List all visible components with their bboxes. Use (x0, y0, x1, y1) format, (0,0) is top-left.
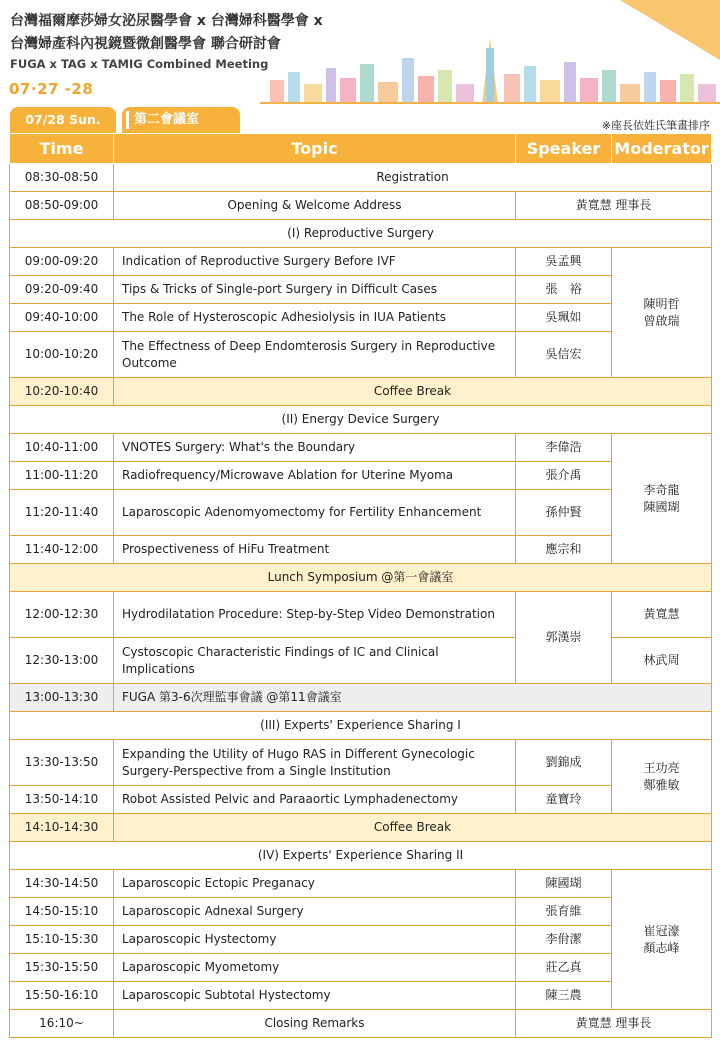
speaker-cell: 張 裕 (516, 276, 612, 304)
moderator-cell (612, 870, 712, 1010)
topic-cell: The Effectness of Deep Endomterosis Surgery in Reproductive Outcome (114, 332, 516, 378)
moderator-cell: 林武周 (612, 638, 712, 684)
moderator-name: 鄭雅敏 (643, 777, 680, 792)
time-cell: 10:40-11:00 (10, 434, 114, 462)
topic-cell: Coffee Break (114, 814, 712, 842)
moderator-name: 李奇龍 (643, 482, 680, 497)
meeting-row (10, 684, 712, 712)
topic-cell: The Role of Hysteroscopic Adhesiolysis in IUA Patients (114, 304, 516, 332)
time-cell: 12:00-12:30 (10, 592, 114, 638)
day-bar (0, 107, 720, 133)
moderator-name: 曾啟瑞 (643, 313, 680, 328)
time-cell: 11:20-11:40 (10, 490, 114, 536)
topic-cell: Opening & Welcome Address (114, 192, 516, 220)
topic-cell: Laparoscopic Subtotal Hystectomy (114, 982, 516, 1010)
speaker-cell: 劉錦成 (516, 740, 612, 786)
topic-cell: Cystoscopic Characteristic Findings of IC and Clinical Implications (114, 638, 516, 684)
speaker-cell: 黃寬慧 理事長 (516, 192, 712, 220)
col-speaker: Speaker (516, 134, 612, 164)
speaker-cell: 黃寬慧 理事長 (516, 1010, 712, 1038)
topic-cell: Laparoscopic Myometomy (114, 954, 516, 982)
time-cell: 15:50-16:10 (10, 982, 114, 1010)
page-header (0, 0, 720, 108)
meeting-dates: 07·27 -28 (9, 80, 94, 98)
table-row (10, 740, 712, 786)
speaker-cell: 李佾潔 (516, 926, 612, 954)
col-moderator: Moderator (612, 134, 712, 164)
speaker-cell: 郭漢崇 (516, 592, 612, 684)
topic-cell: Indication of Reproductive Surgery Before IVF (114, 248, 516, 276)
title-line-1: 台灣福爾摩莎婦女泌尿醫學會 x 台灣婦科醫學會 x (10, 13, 323, 29)
speaker-cell: 莊乙真 (516, 954, 612, 982)
section-title: (II) Energy Device Surgery (10, 406, 712, 434)
time-cell: 14:50-15:10 (10, 898, 114, 926)
topic-cell: Coffee Break (114, 378, 712, 406)
moderator-cell (612, 248, 712, 378)
time-cell: 11:40-12:00 (10, 536, 114, 564)
table-row (10, 462, 712, 490)
time-cell: 09:00-09:20 (10, 248, 114, 276)
speaker-cell: 張介禹 (516, 462, 612, 490)
meeting-subtitle: FUGA x TAG x TAMIG Combined Meeting (10, 57, 269, 71)
header-row (10, 134, 712, 164)
time-cell: 14:30-14:50 (10, 870, 114, 898)
table-row (10, 276, 712, 304)
break-row (10, 378, 712, 406)
table-row (10, 870, 712, 898)
topic-cell: Registration (114, 164, 712, 192)
time-cell: 10:00-10:20 (10, 332, 114, 378)
title-line-2: 台灣婦產科內視鏡暨微創醫學會 聯合研討會 (10, 36, 281, 52)
topic-cell: Expanding the Utility of Hugo RAS in Different Gynecologic Surgery-Perspective from a Single Institution (114, 740, 516, 786)
time-cell: 16:10~ (10, 1010, 114, 1038)
table-row (10, 490, 712, 536)
time-cell: 08:50-09:00 (10, 192, 114, 220)
time-cell: 11:00-11:20 (10, 462, 114, 490)
day-tab: 07/28 Sun. (10, 107, 116, 133)
time-cell: 12:30-13:00 (10, 638, 114, 684)
room-tab: 第二會議室 (122, 107, 240, 133)
lunch-title: Lunch Symposium @第一會議室 (10, 564, 712, 592)
moderator-name: 王功亮 (643, 760, 680, 775)
speaker-cell: 陳國瑚 (516, 870, 612, 898)
section-title: (I) Reproductive Surgery (10, 220, 712, 248)
time-cell: 13:30-13:50 (10, 740, 114, 786)
moderator-order-note: ※座長依姓氏筆畫排序 (601, 119, 710, 132)
section-row (10, 842, 712, 870)
time-cell: 10:20-10:40 (10, 378, 114, 406)
table-row (10, 898, 712, 926)
table-row (10, 248, 712, 276)
section-title: (III) Experts' Experience Sharing I (10, 712, 712, 740)
table-row (10, 954, 712, 982)
table-row (10, 434, 712, 462)
moderator-name: 陳國瑚 (643, 499, 680, 514)
col-time: Time (10, 134, 114, 164)
topic-cell: VNOTES Surgery: What's the Boundary (114, 434, 516, 462)
speaker-cell: 吳珮如 (516, 304, 612, 332)
speaker-cell: 童寶玲 (516, 786, 612, 814)
speaker-cell: 張育維 (516, 898, 612, 926)
topic-cell: Radiofrequency/Microwave Ablation for Uterine Myoma (114, 462, 516, 490)
section-row (10, 406, 712, 434)
city-skyline-illustration (260, 28, 720, 104)
speaker-cell: 李偉浩 (516, 434, 612, 462)
section-row (10, 712, 712, 740)
topic-cell: Tips & Tricks of Single-port Surgery in Difficult Cases (114, 276, 516, 304)
table-row (10, 164, 712, 192)
time-cell: 08:30-08:50 (10, 164, 114, 192)
time-cell: 13:00-13:30 (10, 684, 114, 712)
topic-cell: Laparoscopic Ectopic Preganacy (114, 870, 516, 898)
speaker-cell: 吳信宏 (516, 332, 612, 378)
moderator-cell: 黃寬慧 (612, 592, 712, 638)
lunch-row (10, 564, 712, 592)
moderator-cell (612, 740, 712, 814)
topic-cell: Laparoscopic Adenomyomectomy for Fertility Enhancement (114, 490, 516, 536)
table-row (10, 786, 712, 814)
time-cell: 15:30-15:50 (10, 954, 114, 982)
topic-cell: Hydrodilatation Procedure: Step-by-Step Video Demonstration (114, 592, 516, 638)
table-row (10, 192, 712, 220)
speaker-cell: 應宗和 (516, 536, 612, 564)
table-row (10, 982, 712, 1010)
col-topic: Topic (114, 134, 516, 164)
speaker-cell: 孫仲賢 (516, 490, 612, 536)
time-cell: 09:20-09:40 (10, 276, 114, 304)
time-cell: 13:50-14:10 (10, 786, 114, 814)
table-row (10, 304, 712, 332)
table-row (10, 926, 712, 954)
topic-cell: FUGA 第3-6次理監事會議 @第11會議室 (114, 684, 712, 712)
speaker-cell: 吳孟興 (516, 248, 612, 276)
moderator-cell (612, 434, 712, 564)
section-title: (IV) Experts' Experience Sharing II (10, 842, 712, 870)
speaker-cell: 陳三農 (516, 982, 612, 1010)
time-cell: 14:10-14:30 (10, 814, 114, 842)
topic-cell: Robot Assisted Pelvic and Paraaortic Lymphadenectomy (114, 786, 516, 814)
table-row (10, 1010, 712, 1038)
topic-cell: Laparoscopic Hystectomy (114, 926, 516, 954)
table-row (10, 332, 712, 378)
moderator-name: 陳明哲 (643, 296, 680, 311)
schedule-table (9, 133, 712, 1038)
moderator-name: 顏志峰 (643, 940, 680, 955)
moderator-name: 崔冠濠 (643, 923, 680, 938)
topic-cell: Prospectiveness of HiFu Treatment (114, 536, 516, 564)
section-row (10, 220, 712, 248)
time-cell: 09:40-10:00 (10, 304, 114, 332)
table-row (10, 592, 712, 638)
topic-cell: Laparoscopic Adnexal Surgery (114, 898, 516, 926)
table-row (10, 536, 712, 564)
break-row (10, 814, 712, 842)
topic-cell: Closing Remarks (114, 1010, 516, 1038)
time-cell: 15:10-15:30 (10, 926, 114, 954)
